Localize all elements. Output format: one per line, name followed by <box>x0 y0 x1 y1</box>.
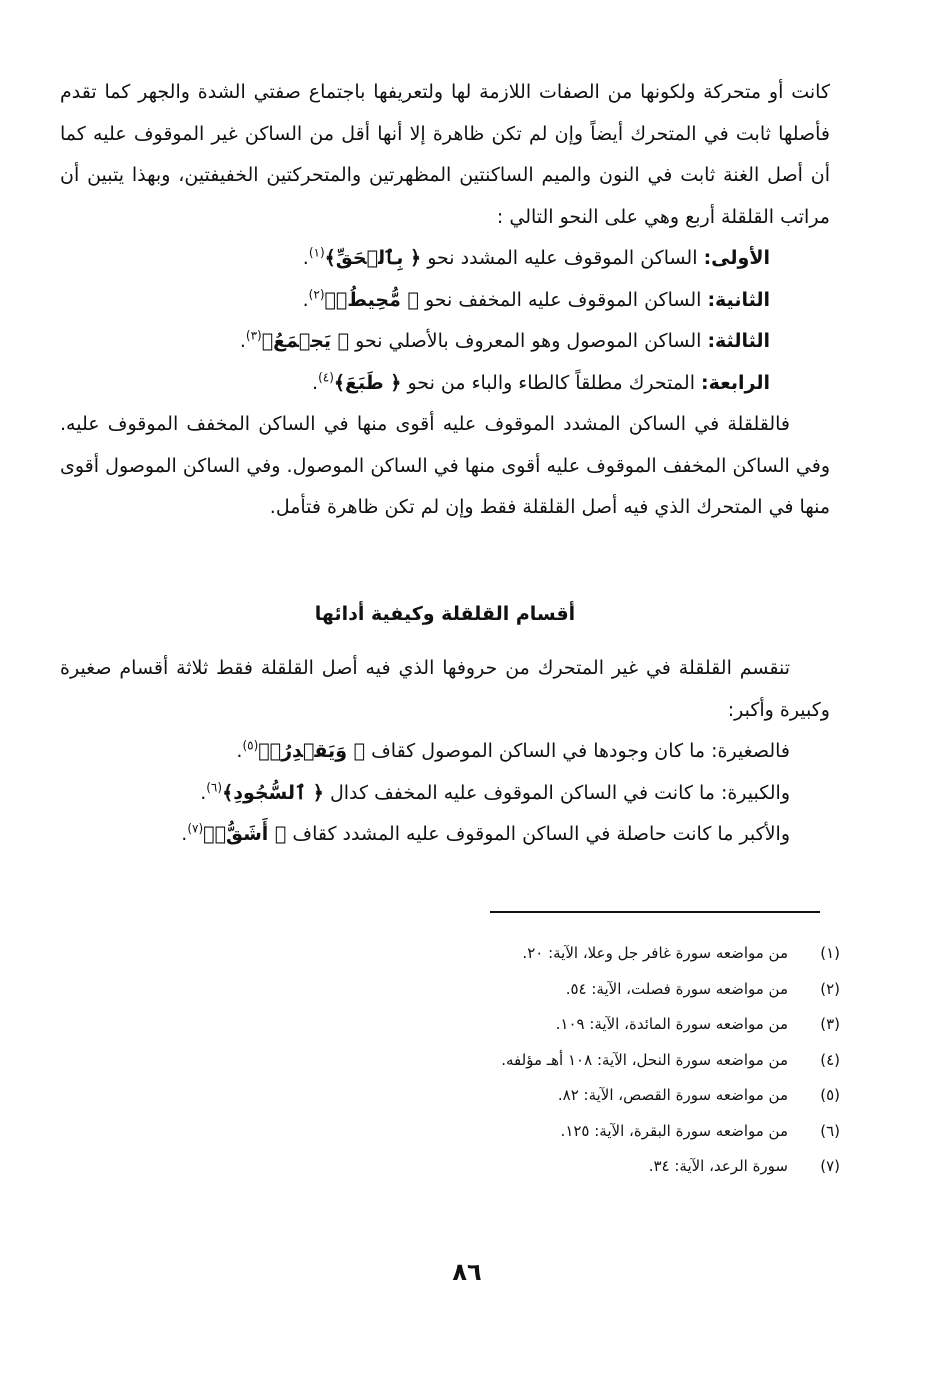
footnote-item <box>300 972 840 1008</box>
level-third <box>60 321 830 363</box>
footnote-ref: (٣) <box>245 328 262 343</box>
level-label: الأولى: <box>703 247 770 269</box>
paragraph-1: كانت أو متحركة ولكونها من الصفات اللازمة لها ولتعريفها باجتماع صفتي الشدة والجهر كما تقدم فأصلها ثابت في المتحرك أيضاً وإن لم تكن ظاهرة إلا أنها أقل من الساكن غير الموقوف عليه كما أن أصل الغنة ثابت في النون والميم الساكنتين المظهرتين والمتحركتين الخفيفتين، وبهذا يتبين أن مراتب القلقلة أربع وهي على النحو التالي : <box>60 81 830 228</box>
level-end: . <box>312 371 319 394</box>
footnote-number: (٤) <box>820 1050 840 1069</box>
footnote-item <box>300 1043 840 1079</box>
level-second <box>60 280 830 322</box>
footnote-text: من مواضعه سورة المائدة، الآية: ١٠٩. <box>555 1015 788 1033</box>
level-first <box>60 238 830 280</box>
level-label: الثالثة: <box>707 330 770 352</box>
quran-example: ﴿ يَجۡمَعُ﴾ <box>261 330 350 352</box>
footnote-ref: (٧) <box>187 821 204 836</box>
division-end: . <box>200 781 207 804</box>
level-end: . <box>302 288 309 311</box>
footnote-number: (٢) <box>820 979 840 998</box>
footnote-divider <box>490 911 820 913</box>
footnote-text: من مواضعه سورة القصص، الآية: ٨٢. <box>557 1086 788 1104</box>
footnote-number: (٧) <box>820 1157 840 1175</box>
paragraph-3: تنقسم القلقلة في غير المتحرك من حروفها الذي فيه أصل القلقلة فقط ثلاثة أقسام صغيرة وكبيرة وأكبر: <box>60 657 830 721</box>
division-largest <box>60 814 830 856</box>
quran-example: ﴿ مُّحِيطُۢ﴾ <box>324 288 419 311</box>
level-text: المتحرك مطلقاً كالطاء والباء من نحو <box>407 371 695 394</box>
level-end: . <box>239 330 246 352</box>
footnote-ref: (١) <box>308 245 325 260</box>
footnote-ref: (٤) <box>318 370 334 385</box>
division-small <box>60 731 830 773</box>
level-text: الساكن الموقوف عليه المشدد نحو <box>427 247 698 269</box>
footnote-item <box>300 1007 840 1043</box>
main-text <box>60 72 830 529</box>
footnotes <box>300 936 840 1185</box>
footnote-ref: (٥) <box>242 738 259 753</box>
division-end: . <box>181 823 188 845</box>
quran-example: ﴿ وَيَقۡدِرُۚ﴾ <box>258 740 366 762</box>
page-number: ٨٦ <box>452 1258 482 1286</box>
footnote-text: من مواضعه سورة البقرة، الآية: ١٢٥. <box>560 1121 788 1140</box>
quran-example: ﴿ أَشَقُّۖ﴾ <box>203 823 287 845</box>
footnote-ref: (٦) <box>206 780 223 795</box>
division-end: . <box>236 740 243 762</box>
footnote-item <box>300 1078 840 1114</box>
quran-example: ﴿ طَبَعَ﴾ <box>333 371 402 394</box>
footnote-item <box>300 1114 840 1150</box>
section-2-text <box>60 648 830 856</box>
division-text: فالصغيرة: ما كان وجودها في الساكن الموصول كقاف <box>371 740 790 762</box>
footnote-text: من مواضعه سورة غافر جل وعلا، الآية: ٢٠. <box>522 944 788 962</box>
level-label: الرابعة: <box>701 371 770 394</box>
division-large <box>60 773 830 815</box>
footnote-number: (٦) <box>820 1121 840 1140</box>
footnote-item <box>300 936 840 972</box>
footnote-ref: (٢) <box>308 287 325 302</box>
level-text: الساكن الموصول وهو المعروف بالأصلي نحو <box>355 330 702 352</box>
division-text: والكبيرة: ما كانت في الساكن الموقوف عليه المخفف كدال <box>329 781 790 804</box>
footnote-number: (٥) <box>820 1086 840 1104</box>
footnote-number: (١) <box>820 944 840 962</box>
footnote-text: من مواضعه سورة فصلت، الآية: ٥٤. <box>565 979 788 998</box>
section-heading: أقسام القلقلة وكيفية أدائها <box>314 603 576 625</box>
level-fourth <box>60 363 830 405</box>
quran-example: ﴿ بِٱلۡحَقِّ﴾ <box>324 247 422 269</box>
level-text: الساكن الموقوف عليه المخفف نحو <box>424 288 702 311</box>
level-label: الثانية: <box>707 288 770 311</box>
paragraph-2: فالقلقلة في الساكن المشدد الموقوف عليه أقوى منها في الساكن المخفف الموقوف عليه. وفي الساكن المخفف الموقوف عليه أقوى منها في الساكن الموصول. وفي الساكن الموصول أقوى منها في المتحرك الذي فيه أصل القلقلة فقط وإن لم تكن ظاهرة فتأمل. <box>60 413 830 518</box>
quran-example: ﴿ ٱلسُّجُودِ﴾ <box>222 781 324 804</box>
footnote-item <box>300 1149 840 1185</box>
level-end: . <box>302 247 309 269</box>
division-text: والأكبر ما كانت حاصلة في الساكن الموقوف عليه المشدد كقاف <box>292 823 790 845</box>
footnote-text: من مواضعه سورة النحل، الآية: ١٠٨ أهـ مؤلفه. <box>501 1050 788 1069</box>
footnote-number: (٣) <box>820 1015 840 1033</box>
footnote-text: سورة الرعد، الآية: ٣٤. <box>648 1157 788 1175</box>
